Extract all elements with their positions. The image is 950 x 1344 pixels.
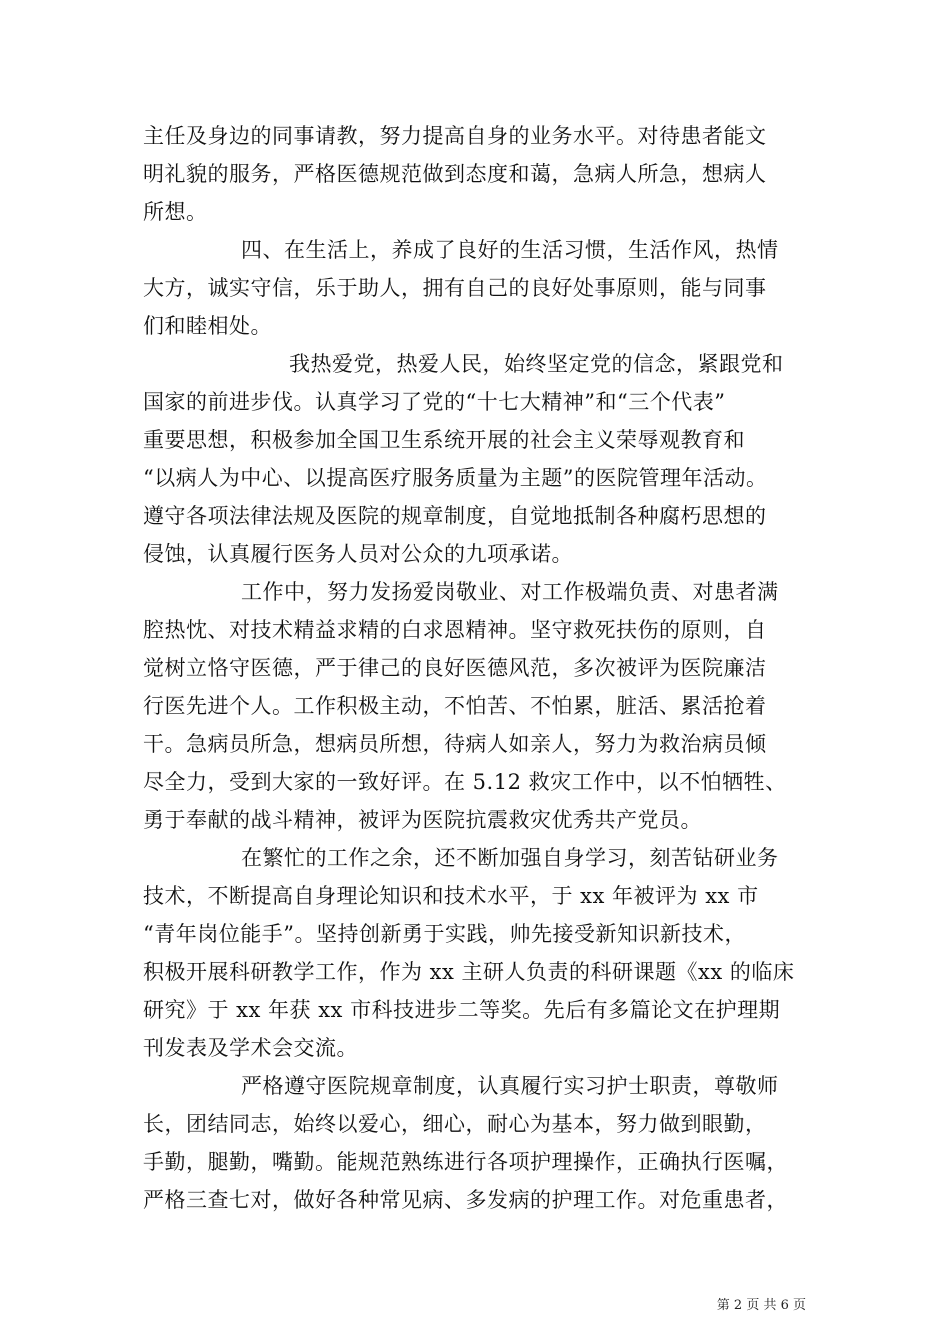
text-line: 长，团结同志，始终以爱心，细心，耐心为基本，努力做到眼勤，	[143, 1112, 767, 1136]
text-line: 手勤，腿勤，嘴勤。能规范熟练进行各项护理操作，正确执行医嘱，	[143, 1150, 788, 1174]
text-line: “青年岗位能手”。坚持创新勇于实践，帅先接受新知识新技术，	[143, 922, 746, 946]
document-body	[143, 117, 813, 1219]
text-line: 遵守各项法律法规及医院的规章制度，自觉地抵制各种腐朽思想的	[143, 504, 767, 528]
paragraph	[143, 839, 813, 1067]
text-line: 在繁忙的工作之余，还不断加强自身学习，刻苦钻研业务	[241, 846, 779, 870]
text-line: 研究》于 xx 年获 xx 市科技进步二等奖。先后有多篇论文在护理期	[143, 998, 781, 1022]
text-line: 积极开展科研教学工作，作为 xx 主研人负责的科研课题《xx 的临床	[143, 960, 795, 984]
text-line: 所想。	[143, 200, 208, 224]
text-line: 行医先进个人。工作积极主动，不怕苦、不怕累，脏活、累活抢着	[143, 694, 767, 718]
text-line: 干。急病员所急，想病员所想，待病人如亲人，努力为救治病员倾	[143, 732, 767, 756]
text-line: 国家的前进步伐。认真学习了党的“十七大精神”和“三个代表”	[143, 390, 726, 414]
page-number-footer: 第 2 页 共 6 页	[716, 1298, 806, 1313]
text-line: 主任及身边的同事请教，努力提高自身的业务水平。对待患者能文	[143, 124, 767, 148]
paragraph	[143, 345, 813, 573]
text-line: 刊发表及学术会交流。	[143, 1036, 358, 1060]
text-line: 大方，诚实守信，乐于助人，拥有自己的良好处事原则，能与同事	[143, 276, 767, 300]
text-line: 们和睦相处。	[143, 314, 272, 338]
text-line: “以病人为中心、以提高医疗服务质量为主题”的医院管理年活动。	[143, 466, 768, 490]
paragraph	[143, 117, 813, 231]
paragraph	[143, 573, 813, 839]
text-line: 工作中，努力发扬爱岗敬业、对工作极端负责、对患者满	[241, 580, 779, 604]
text-line: 重要思想，积极参加全国卫生系统开展的社会主义荣辱观教育和	[143, 428, 745, 452]
text-line: 侵蚀，认真履行医务人员对公众的九项承诺。	[143, 542, 573, 566]
text-line: 尽全力，受到大家的一致好评。在 5.12 救灾工作中，以不怕牺牲、	[143, 770, 787, 794]
text-line: 我热爱党，热爱人民，始终坚定党的信念，紧跟党和	[289, 352, 784, 376]
text-line: 腔热忱、对技术精益求精的白求恩精神。坚守救死扶伤的原则，自	[143, 618, 767, 642]
text-line: 勇于奉献的战斗精神，被评为医院抗震救灾优秀共产党员。	[143, 808, 702, 832]
paragraph	[143, 231, 813, 345]
text-line: 严格遵守医院规章制度，认真履行实习护士职责，尊敬师	[241, 1074, 779, 1098]
paragraph	[143, 1067, 813, 1219]
text-line: 觉树立恪守医德，严于律己的良好医德风范，多次被评为医院廉洁	[143, 656, 767, 680]
text-line: 严格三查七对，做好各种常见病、多发病的护理工作。对危重患者，	[143, 1188, 788, 1212]
text-line: 技术，不断提高自身理论知识和技术水平，于 xx 年被评为 xx 市	[143, 884, 759, 908]
text-line: 明礼貌的服务，严格医德规范做到态度和蔼，急病人所急，想病人	[143, 162, 767, 186]
text-line: 四、在生活上，养成了良好的生活习惯，生活作风，热情	[241, 238, 779, 262]
